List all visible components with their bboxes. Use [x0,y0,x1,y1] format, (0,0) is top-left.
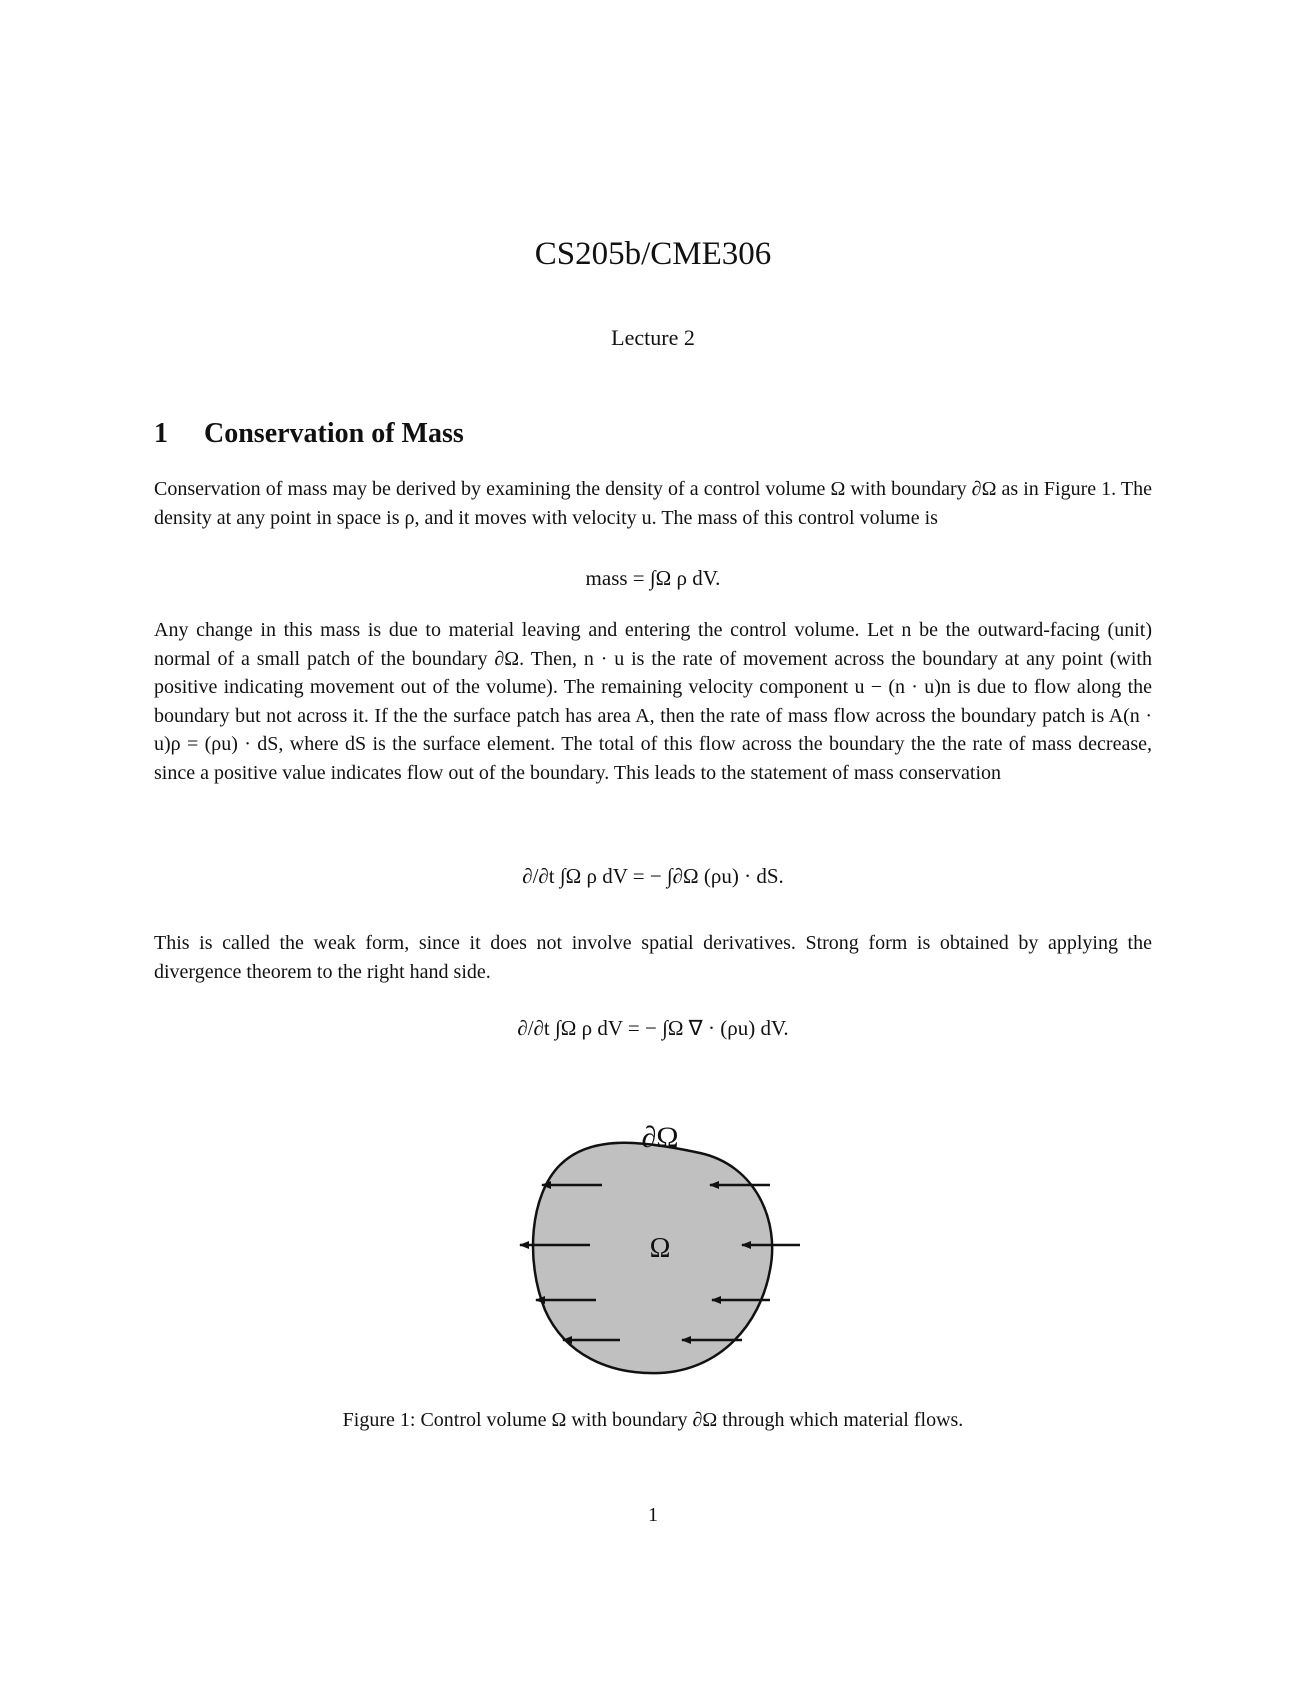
paragraph-3-text: This is called the weak form, since it does not involve spatial derivatives. Strong form is obtained by applying the divergence theorem to the right hand side. [154,932,1152,983]
equation-weak-form: ∂/∂t ∫Ω ρ dV = − ∫∂Ω (ρu) · dS. [522,864,784,888]
paragraph-1-text: Conservation of mass may be derived by examining the density of a control volume Ω with boundary ∂Ω as in Figure 1. The density at any point in space is ρ, and it moves with velocity u. The mass of this control volume is [154,478,1152,529]
page-title: CS205b/CME306 [534,236,772,272]
section-number: 1 [154,418,168,449]
interior-label: Ω [649,1233,671,1264]
paragraph-2 [154,616,1152,787]
equation-mass: mass = ∫Ω ρ dV. [585,566,721,590]
paragraph-2-text: Any change in this mass is due to material leaving and entering the control volume. Let n be the outward-facing (unit) normal of a small patch of the boundary ∂Ω. Then, n · u is the rate of movement across the boundary at any point (with positive indicating movement out of the volume). The remaining velocity component u − (n · u)n is due to flow along the boundary but not across it. If the the surface patch has area A, then the rate of mass flow across the boundary patch is A(n · u)ρ = (ρu) · dS, where dS is the surface element. The total of this flow across the boundary the the rate of mass decrease, since a positive value indicates flow out of the boundary. This leads to the statement of mass conservation [154,619,1152,784]
paragraph-1 [154,475,1152,532]
section-title: Conservation of Mass [204,418,464,449]
boundary-label: ∂Ω [641,1125,679,1154]
section-heading [154,418,464,450]
figure-caption: Figure 1: Control volume Ω with boundary ∂Ω through which material flows. [342,1409,964,1431]
page-subtitle: Lecture 2 [611,325,695,350]
paragraph-3 [154,929,1152,986]
control-volume-figure [470,1125,830,1400]
equation-strong-form: ∂/∂t ∫Ω ρ dV = − ∫Ω ∇ · (ρu) dV. [517,1016,789,1040]
page-number: 1 [648,1504,658,1526]
